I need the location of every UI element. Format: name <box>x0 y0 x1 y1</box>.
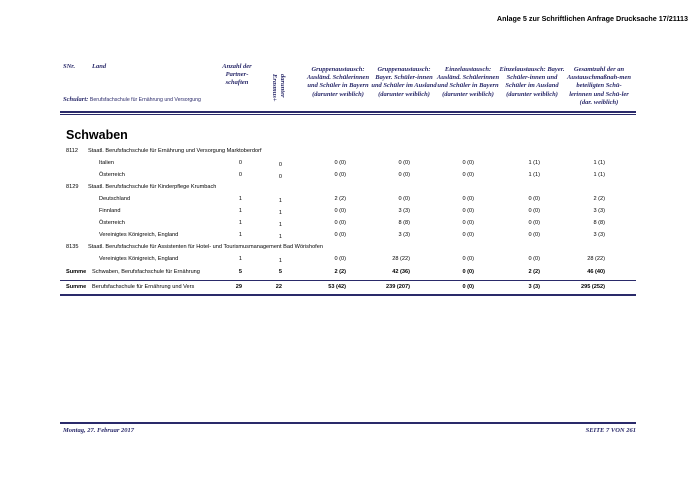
group-foreign-value: 0 (0) <box>334 256 346 262</box>
partnership-count: 1 <box>238 256 242 262</box>
total-single-bavarian: 3 (3) <box>528 284 540 290</box>
single-foreign-value: 0 (0) <box>462 256 474 262</box>
total-text: Berufsfachschule für Ernährung und Vers <box>92 284 195 290</box>
school-row <box>0 244 700 256</box>
table-row <box>0 196 700 208</box>
school-name: Staatl. Berufsfachschule für Assistenten für Hotel- und Tourismusmanagement Bad Wörishofen <box>88 244 323 250</box>
header-rule <box>60 111 636 113</box>
total-value: 28 (22) <box>587 256 605 262</box>
table-row <box>0 220 700 232</box>
header-total: Gesamtzahl der an Austauschmaßnah-men beteiligten Schü-lerinnen und Schü-ler (dar. weiblich) <box>567 66 631 106</box>
header-anzahl: Anzahl der Partner-schaften <box>222 63 252 87</box>
country-name: Vereinigtes Königreich, England <box>99 232 179 238</box>
country-name: Österreich <box>99 172 125 178</box>
group-foreign-value: 2 (2) <box>334 196 346 202</box>
erasmus-count: 1 <box>278 198 282 204</box>
erasmus-count: 1 <box>278 234 282 240</box>
sum-erasmus: 5 <box>278 269 282 275</box>
erasmus-count: 0 <box>278 162 282 168</box>
single-bavarian-value: 0 (0) <box>528 256 540 262</box>
sum-total: 46 (40) <box>587 269 605 275</box>
country-name: Vereinigtes Königreich, England <box>99 256 179 262</box>
group-bavarian-value: 3 (3) <box>398 208 410 214</box>
partnership-count: 0 <box>238 172 242 178</box>
school-number: 8129 <box>66 184 79 190</box>
header-erasmus: darunter Erasmus+ <box>270 74 286 102</box>
group-bavarian-value: 8 (8) <box>398 220 410 226</box>
total-value: 3 (3) <box>593 208 605 214</box>
table-row <box>0 160 700 172</box>
total-label: Summe <box>66 284 87 290</box>
school-row <box>0 184 700 196</box>
total-value: 8 (8) <box>593 220 605 226</box>
single-bavarian-value: 1 (1) <box>528 172 540 178</box>
school-number: 8135 <box>66 244 79 250</box>
single-bavarian-value: 1 (1) <box>528 160 540 166</box>
single-foreign-value: 0 (0) <box>462 172 474 178</box>
header-single-bavarian: Einzelaustausch: Bayer. Schüler-innen und Schüler im Ausland (darunter weiblich) <box>499 66 565 98</box>
sum-single-foreign: 0 (0) <box>462 269 474 275</box>
document-reference: Anlage 5 zur Schriftlichen Anfrage Drucksache 17/21113 <box>496 14 688 23</box>
sum-group-foreign: 2 (2) <box>334 269 346 275</box>
header-rule-thin <box>60 114 636 115</box>
table-row <box>0 172 700 184</box>
group-bavarian-value: 0 (0) <box>398 172 410 178</box>
group-bavarian-value: 3 (3) <box>398 232 410 238</box>
header-schulart <box>63 96 201 104</box>
total-value: 1 (1) <box>593 172 605 178</box>
total-group-foreign: 53 (42) <box>328 284 346 290</box>
total-value: 2 (2) <box>593 196 605 202</box>
partnership-count: 1 <box>238 196 242 202</box>
group-foreign-value: 0 (0) <box>334 208 346 214</box>
header-land: Land <box>92 63 107 70</box>
single-bavarian-value: 0 (0) <box>528 196 540 202</box>
single-bavarian-value: 0 (0) <box>528 220 540 226</box>
header-group-foreign: Gruppenaustausch: Ausländ. Schülerinnen und Schüler in Bayern (darunter weiblich) <box>306 66 370 98</box>
school-name: Staatl. Berufsfachschule für Ernährung und Versorgung Marktoberdorf <box>88 148 262 154</box>
erasmus-count: 0 <box>278 174 282 180</box>
single-foreign-value: 0 (0) <box>462 208 474 214</box>
school-name: Staatl. Berufsfachschule für Kinderpflege Krumbach <box>88 184 217 190</box>
country-name: Deutschland <box>99 196 131 202</box>
partnership-count: 1 <box>238 220 242 226</box>
single-foreign-value: 0 (0) <box>462 232 474 238</box>
country-name: Österreich <box>99 220 125 226</box>
group-bavarian-value: 28 (22) <box>392 256 410 262</box>
sum-label: Summe <box>66 269 87 275</box>
group-foreign-value: 0 (0) <box>334 160 346 166</box>
sum-group-bavarian: 42 (36) <box>392 269 410 275</box>
footer-page: SEITE 7 VON 261 <box>585 427 636 434</box>
erasmus-count: 1 <box>278 210 282 216</box>
country-name: Italien <box>99 160 114 166</box>
sum-single-bavarian: 2 (2) <box>528 269 540 275</box>
header-group-bavarian: Gruppenaustausch: Bayer. Schüler-innen und Schüler im Ausland (darunter weiblich) <box>371 66 437 98</box>
total-single-foreign: 0 (0) <box>462 284 474 290</box>
group-foreign-value: 0 (0) <box>334 220 346 226</box>
country-name: Finnland <box>99 208 121 214</box>
single-bavarian-value: 0 (0) <box>528 208 540 214</box>
footer-date: Montag, 27. Februar 2017 <box>63 427 134 434</box>
total-partnerships: 29 <box>235 284 242 290</box>
total-total: 295 (252) <box>581 284 605 290</box>
total-value: 1 (1) <box>593 160 605 166</box>
partnership-count: 1 <box>238 208 242 214</box>
total-value: 3 (3) <box>593 232 605 238</box>
school-row <box>0 148 700 160</box>
group-foreign-value: 0 (0) <box>334 232 346 238</box>
single-bavarian-value: 0 (0) <box>528 232 540 238</box>
schulart-label: Schulart: <box>63 96 89 103</box>
partnership-count: 1 <box>238 232 242 238</box>
group-bavarian-value: 0 (0) <box>398 160 410 166</box>
header-single-foreign: Einzelaustausch: Ausländ. Schülerinnen und Schüler in Bayern (darunter weiblich) <box>436 66 500 98</box>
school-number: 8112 <box>66 148 79 154</box>
sum-rule-top <box>60 280 636 281</box>
erasmus-count: 1 <box>278 258 282 264</box>
table-row <box>0 256 700 268</box>
table-row <box>0 232 700 244</box>
partnership-count: 0 <box>238 160 242 166</box>
footer-rule <box>60 422 636 424</box>
group-bavarian-value: 0 (0) <box>398 196 410 202</box>
header-snr: SNr. <box>63 63 76 70</box>
total-erasmus: 22 <box>275 284 282 290</box>
schulart-value: Berufsfachschule für Ernährung und Versorgung <box>89 97 201 103</box>
sum-partnerships: 5 <box>238 269 242 275</box>
single-foreign-value: 0 (0) <box>462 220 474 226</box>
sum-text: Schwaben, Berufsfachschule für Ernährung <box>92 269 200 275</box>
single-foreign-value: 0 (0) <box>462 196 474 202</box>
table-row <box>0 208 700 220</box>
region-title: Schwaben <box>66 128 128 142</box>
group-foreign-value: 0 (0) <box>334 172 346 178</box>
erasmus-count: 1 <box>278 222 282 228</box>
single-foreign-value: 0 (0) <box>462 160 474 166</box>
total-group-bavarian: 239 (207) <box>386 284 410 290</box>
total-rule <box>60 294 636 296</box>
